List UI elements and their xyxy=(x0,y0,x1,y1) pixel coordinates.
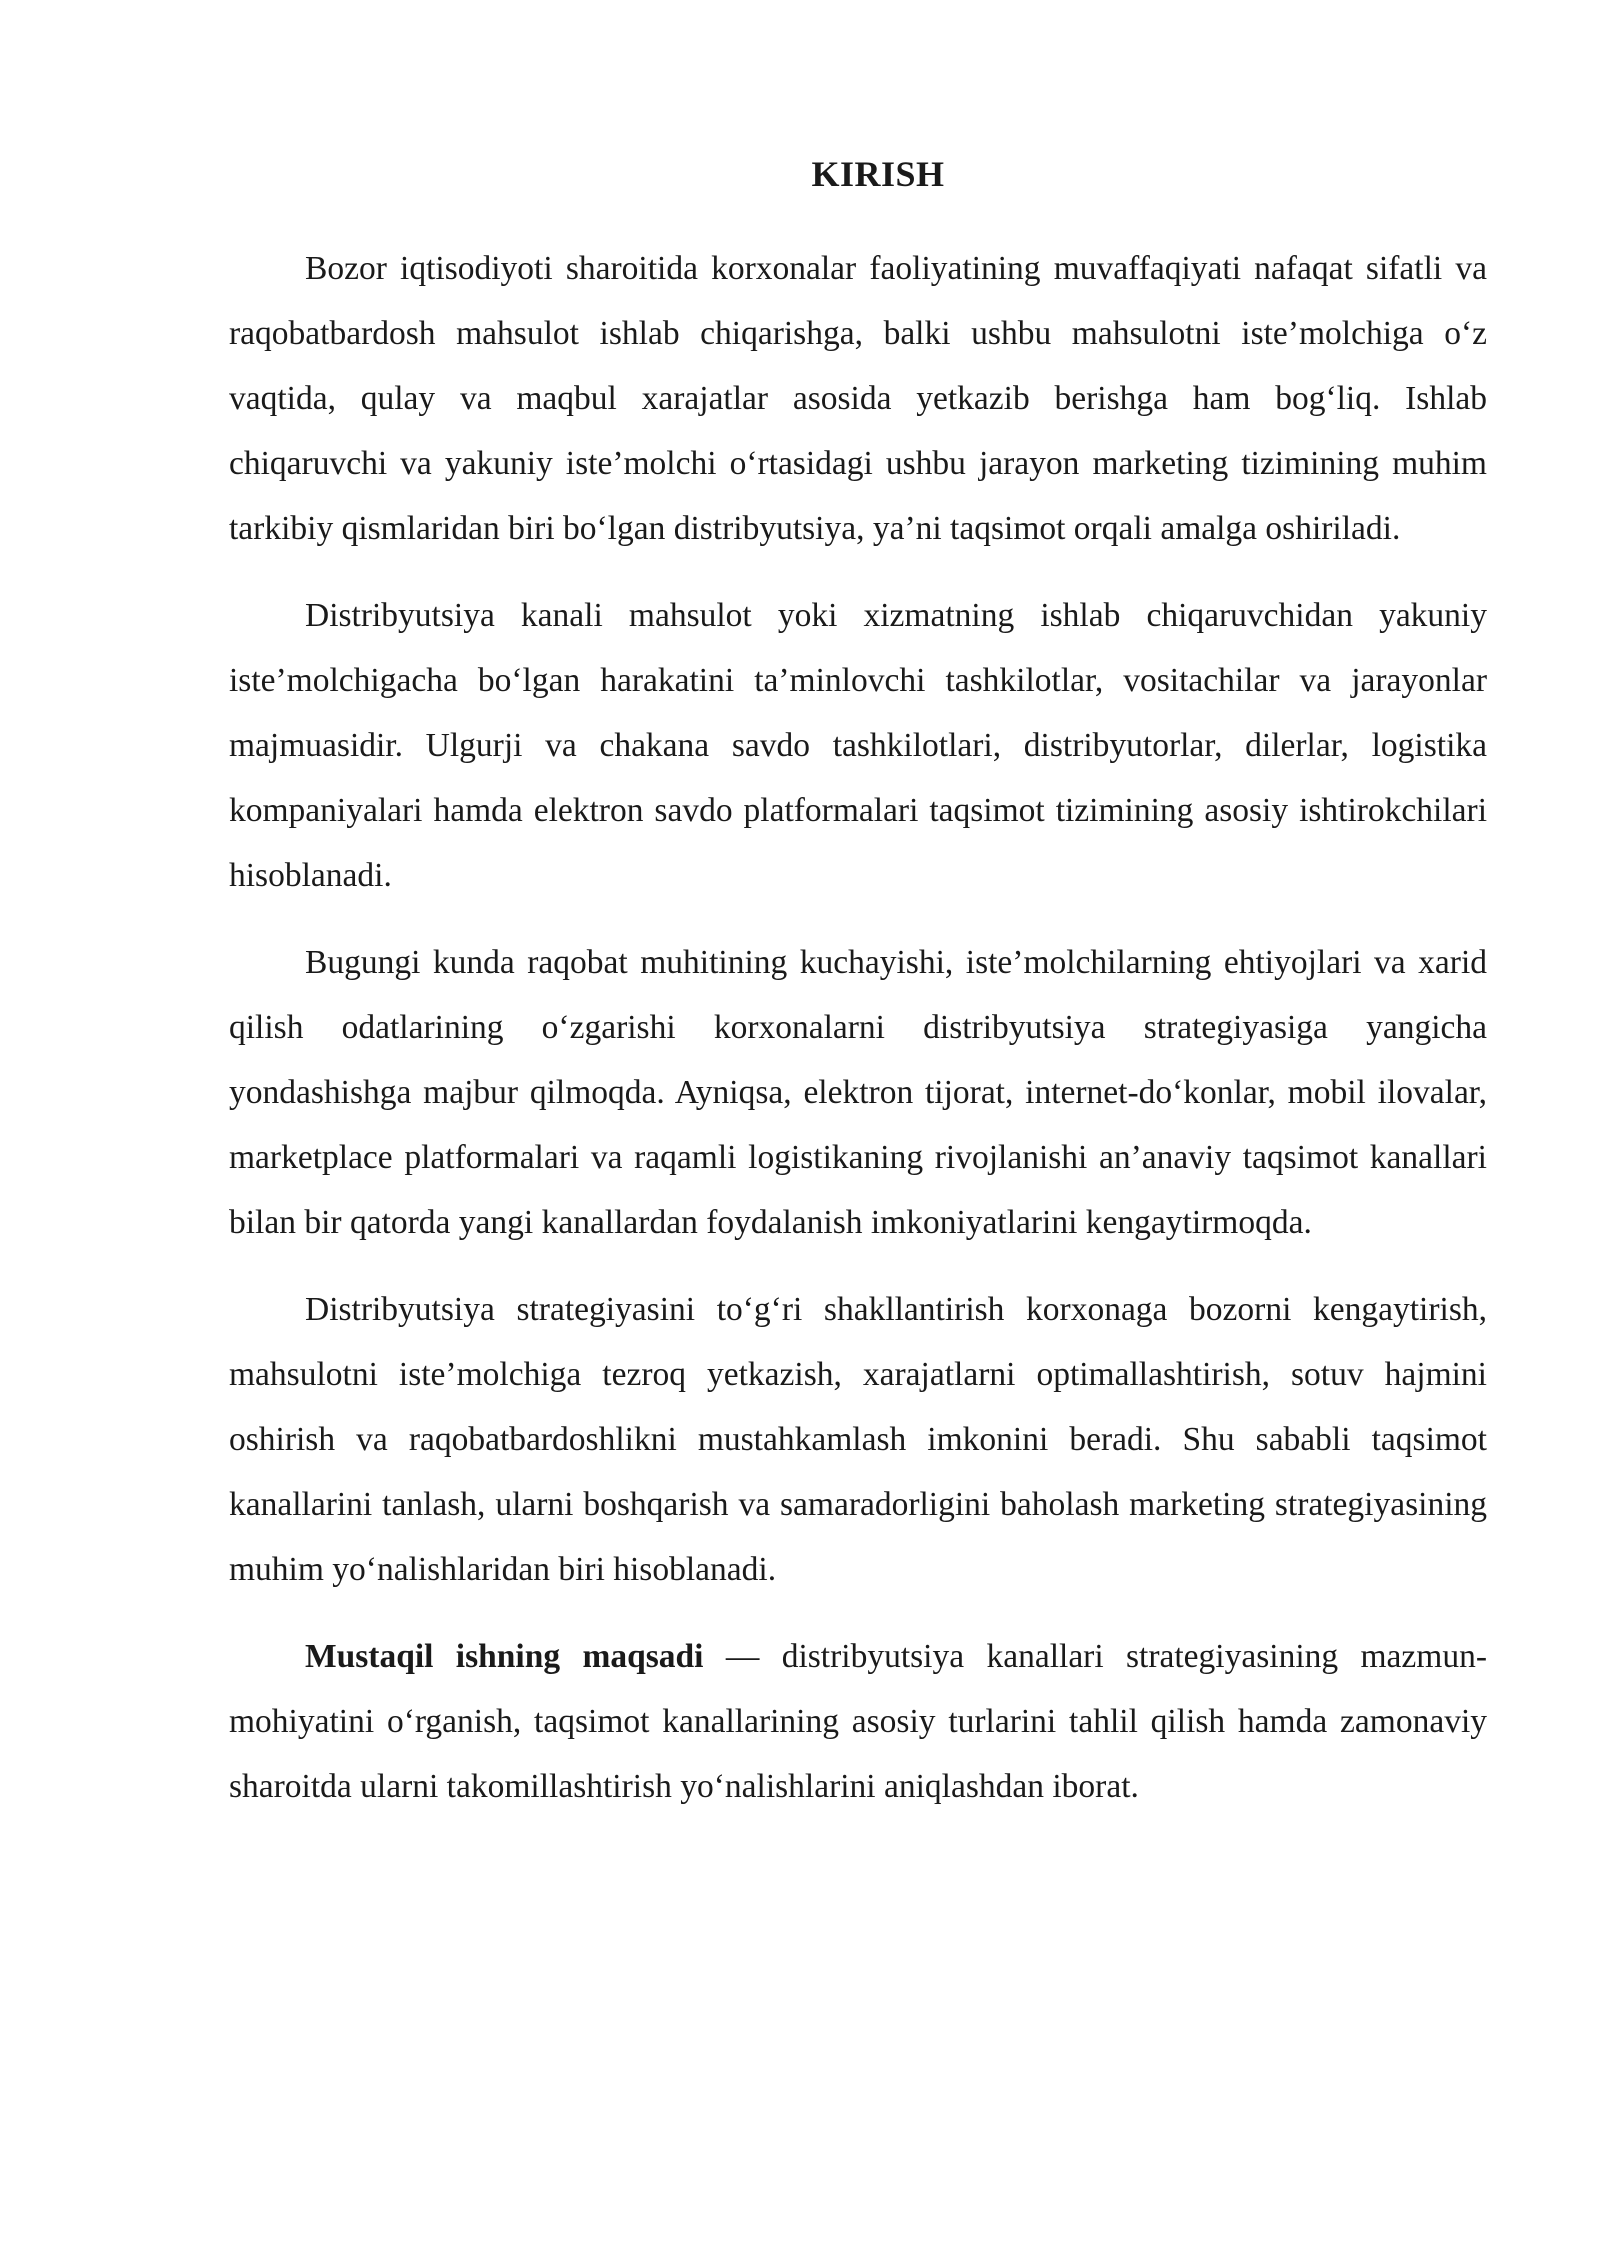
goal-paragraph xyxy=(229,1624,1487,1819)
goal-text: — distribyutsiya kanallari strategiyasining mazmun-mohiyatini o‘rganish, taqsimot kanallarining asosiy turlarini tahlil qilish hamda zamonaviy sharoitda ularni takomillashtirish yo‘nalishlarini aniqlashdan iborat. xyxy=(229,1638,1488,1805)
paragraph-3: Bugungi kunda raqobat muhitining kuchayishi, iste’molchilarning ehtiyojlari va xarid qilish odatlarining o‘zgarishi korxonalarni distribyutsiya strategiyasiga yangicha yondashishga majbur qilmoqda. Ayniqsa, elektron tijorat, internet-do‘konlar, mobil ilovalar, marketplace platformalari va raqamli logistikaning rivojlanishi an’anaviy taqsimot kanallari bilan bir qatorda yangi kanallardan foydalanish imkoniyatlarini kengaytirmoqda. xyxy=(229,944,1487,1241)
paragraph-2: Distribyutsiya kanali mahsulot yoki xizmatning ishlab chiqaruvchidan yakuniy iste’molchigacha bo‘lgan harakatini ta’minlovchi tashkilotlar, vositachilar va jarayonlar majmuasidir. Ulgurji va chakana savdo tashkilotlari, distribyutorlar, dilerlar, logistika kompaniyalari hamda elektron savdo platformalari taqsimot tizimining asosiy ishtirokchilari hisoblanadi. xyxy=(229,597,1487,894)
page-title: KIRISH xyxy=(811,154,945,194)
goal-label: Mustaqil ishning maqsadi xyxy=(305,1638,704,1675)
paragraph-1: Bozor iqtisodiyoti sharoitida korxonalar faoliyatining muvaffaqiyati nafaqat sifatli va raqobatbardosh mahsulot ishlab chiqarishga, balki ushbu mahsulotni iste’molchiga o‘z vaqtida, qulay va maqbul xarajatlar asosida yetkazib berishga ham bog‘liq. Ishlab chiqaruvchi va yakuniy iste’molchi o‘rtasidagi ushbu jarayon marketing tizimining muhim tarkibiy qismlaridan biri bo‘lgan distribyutsiya, ya’ni taqsimot orqali amalga oshiriladi. xyxy=(229,250,1487,547)
paragraph-4: Distribyutsiya strategiyasini to‘g‘ri shakllantirish korxonaga bozorni kengaytirish, mahsulotni iste’molchiga tezroq yetkazish, xarajatlarni optimallashtirish, sotuv hajmini oshirish va raqobatbardoshlikni mustahkamlash imkonini beradi. Shu sababli taqsimot kanallarini tanlash, ularni boshqarish va samaradorligini baholash marketing strategiyasining muhim yo‘nalishlaridan biri hisoblanadi. xyxy=(229,1291,1487,1588)
document-body xyxy=(229,148,1487,1841)
